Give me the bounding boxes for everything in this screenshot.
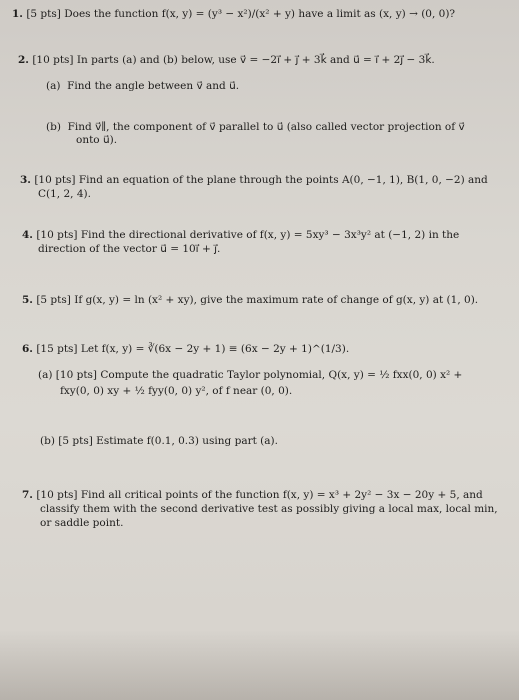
question-5 xyxy=(22,294,478,306)
part-label: (a) xyxy=(46,80,61,92)
paper-shadow xyxy=(0,630,519,700)
question-6-part-a-cont xyxy=(60,385,292,397)
part-text-line-1: Find v⃗∥, the component of v⃗ parallel to u⃗ (also called vector projection of v⃗ xyxy=(67,121,465,133)
question-number: 3. xyxy=(20,174,31,186)
question-3-cont xyxy=(38,188,91,200)
question-7-cont-2 xyxy=(40,517,123,529)
question-text: Does the function f(x, y) = (y³ − x²)/(x² + y) have a limit as (x, y) → (0, 0)? xyxy=(64,8,456,20)
part-label: (b) xyxy=(40,435,55,447)
part-points: [10 pts] xyxy=(55,369,98,381)
question-7-cont-1 xyxy=(40,503,498,515)
question-number: 6. xyxy=(22,343,33,355)
question-points: [10 pts] xyxy=(36,489,78,501)
part-label: (b) xyxy=(46,121,61,133)
question-text-line-2: C(1, 2, 4). xyxy=(38,188,91,200)
part-text: Estimate f(0.1, 0.3) using part (a). xyxy=(96,435,278,447)
question-4-cont xyxy=(38,243,220,255)
question-points: [10 pts] xyxy=(34,174,76,186)
question-number: 2. xyxy=(18,54,29,66)
part-text-line-2: onto u⃗). xyxy=(76,134,118,146)
question-6 xyxy=(22,343,349,355)
question-number: 4. xyxy=(22,229,33,241)
question-text-line-2: classify them with the second derivative test as possibly giving a local max, local min, xyxy=(40,503,498,515)
question-text-line-1: Find an equation of the plane through the points A(0, −1, 1), B(1, 0, −2) and xyxy=(78,174,488,186)
question-text-line-2: direction of the vector u⃗ = 10i⃗ + j⃗. xyxy=(38,243,221,255)
question-number: 7. xyxy=(22,489,33,501)
part-label: (a) xyxy=(38,369,53,381)
question-7 xyxy=(22,489,483,501)
question-text: If g(x, y) = ln (x² + xy), give the maximum rate of change of g(x, y) at (1, 0). xyxy=(74,294,479,306)
question-1 xyxy=(12,8,455,20)
question-points: [5 pts] xyxy=(36,294,71,306)
question-number: 5. xyxy=(22,294,33,306)
question-text-line-1: Find the directional derivative of f(x, y) = 5xy³ − 3x³y² at (−1, 2) in the xyxy=(80,229,460,241)
part-text: Find the angle between v⃗ and u⃗. xyxy=(67,80,240,92)
question-text-line-3: or saddle point. xyxy=(40,517,124,529)
question-2 xyxy=(18,54,435,66)
question-4 xyxy=(22,229,459,241)
question-points: [10 pts] xyxy=(36,229,78,241)
question-6-part-b xyxy=(40,435,278,447)
question-2-part-a xyxy=(46,80,239,92)
part-text-line-1: Compute the quadratic Taylor polynomial, Q(x, y) = ½ fxx(0, 0) x² + xyxy=(100,369,463,381)
part-points: [5 pts] xyxy=(58,435,93,447)
question-points: [15 pts] xyxy=(36,343,78,355)
question-2-part-b xyxy=(46,121,465,133)
question-text-line-1: Find all critical points of the function f(x, y) = x³ + 2y² − 3x − 20y + 5, and xyxy=(80,489,483,501)
question-text: Let f(x, y) = ∛(6x − 2y + 1) ≡ (6x − 2y + 1)^(1/3). xyxy=(80,343,350,355)
question-points: [10 pts] xyxy=(32,54,74,66)
question-6-part-a xyxy=(38,369,462,381)
question-3 xyxy=(20,174,488,186)
question-text: In parts (a) and (b) below, use v⃗ = −2i⃗ + j⃗ + 3k⃗ and u⃗ = i⃗ + 2j⃗ − 3k⃗. xyxy=(76,54,435,66)
question-points: [5 pts] xyxy=(26,8,61,20)
question-2-part-b-cont xyxy=(76,134,117,146)
part-text-line-2: fxy(0, 0) xy + ½ fyy(0, 0) y², of f near (0, 0). xyxy=(60,385,293,397)
question-number: 1. xyxy=(12,8,23,20)
